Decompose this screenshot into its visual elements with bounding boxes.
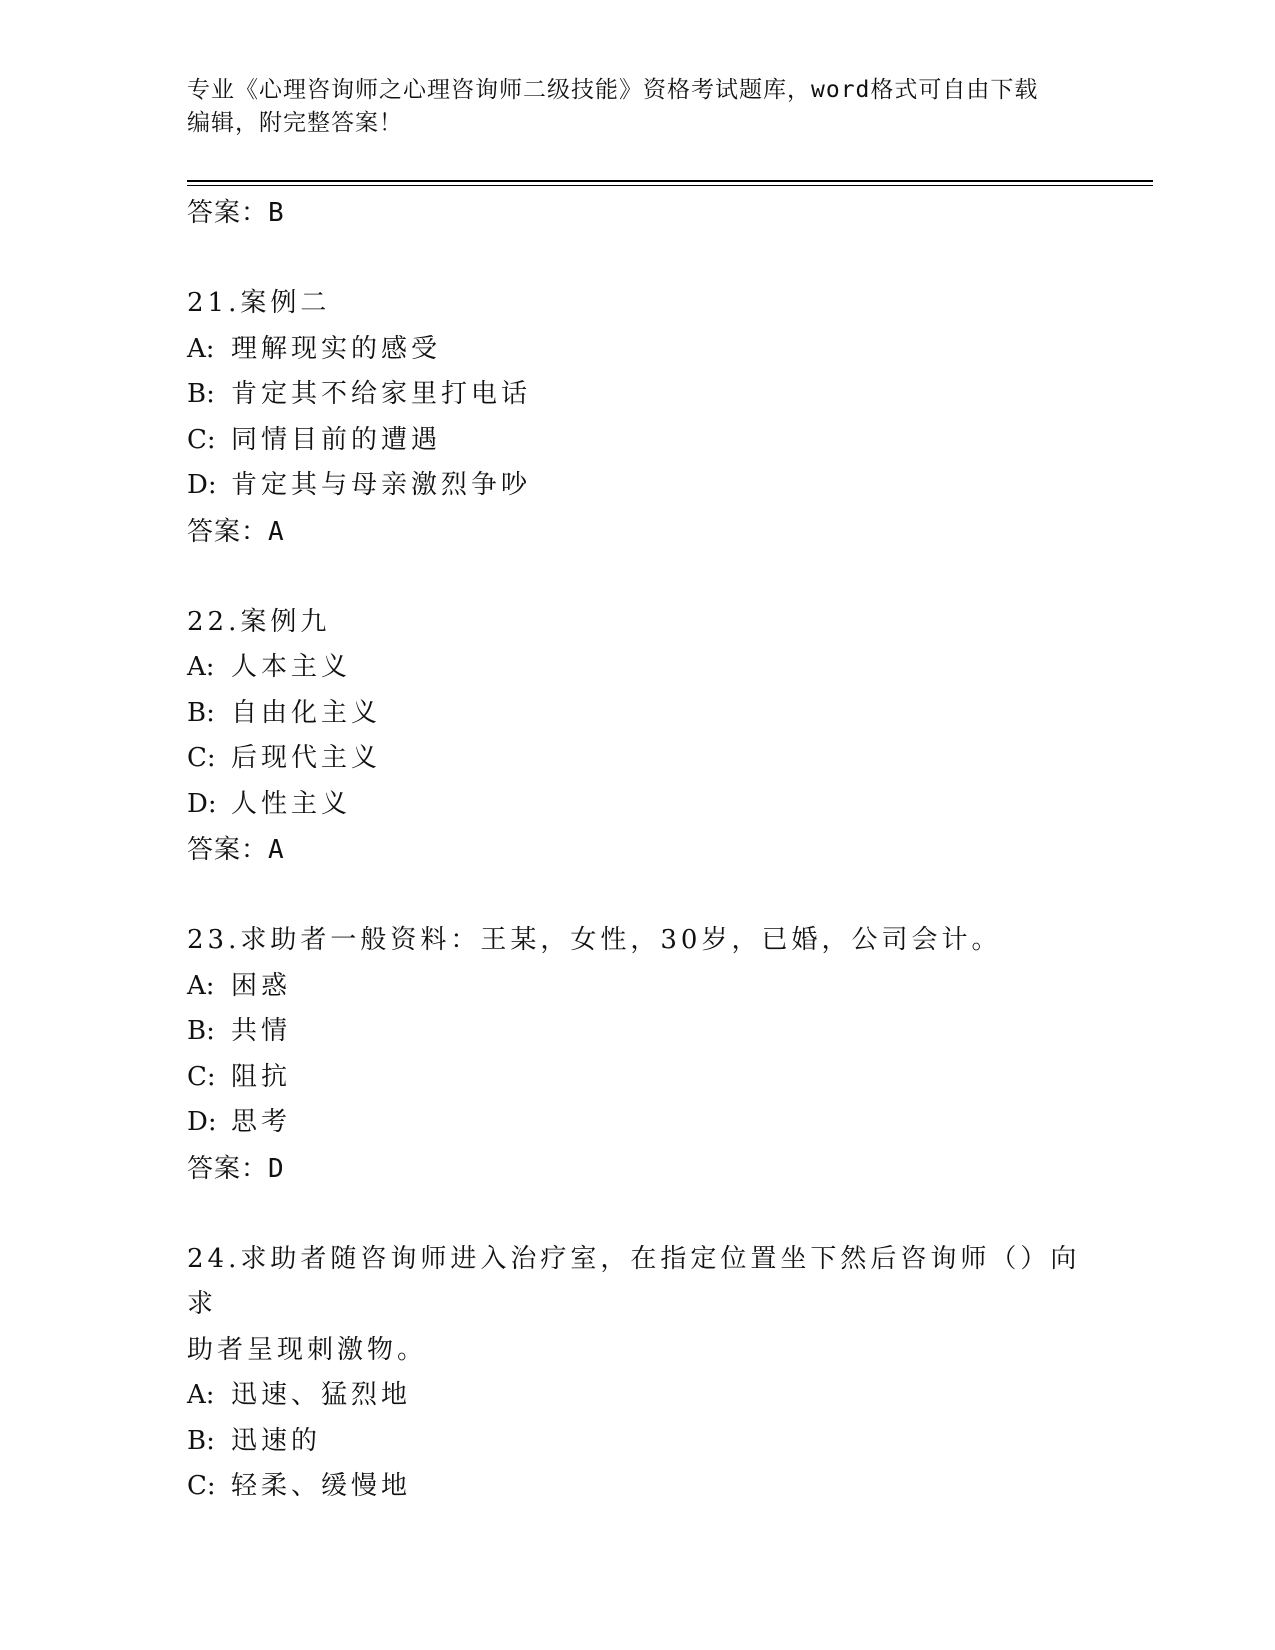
- option-text: 共情: [231, 1016, 292, 1046]
- option-text: 人本主义: [231, 652, 352, 682]
- header-divider-thick: [187, 180, 1153, 182]
- option-text: 理解现实的感受: [231, 333, 442, 364]
- question-list: [187, 190, 1087, 1510]
- option-key: D:: [187, 470, 217, 500]
- question-23: [187, 918, 1087, 1192]
- answer-label: 答案：: [187, 516, 269, 547]
- spacer: [187, 873, 1087, 918]
- option-text: 思考: [231, 1107, 292, 1137]
- spacer: [187, 236, 1087, 281]
- question-text: [187, 918, 1087, 964]
- answer-label: 答案：: [187, 835, 269, 865]
- option-key: D:: [187, 788, 217, 819]
- option-a: [187, 1373, 1087, 1419]
- option-a: [187, 645, 1087, 691]
- option-key: C:: [187, 424, 216, 455]
- option-d: [187, 463, 1087, 509]
- question-text: [187, 600, 1087, 646]
- option-key: B:: [187, 697, 215, 728]
- header-line-1: 专业《心理咨询师之心理咨询师二级技能》资格考试题库，word格式可自由下载: [187, 77, 1039, 103]
- option-b: [187, 1419, 1087, 1465]
- answer-line: [187, 509, 1087, 555]
- option-d: [187, 1100, 1087, 1146]
- option-b: [187, 1009, 1087, 1055]
- option-key: A:: [187, 652, 215, 682]
- answer-line: [187, 827, 1087, 873]
- question-text: [187, 281, 1087, 327]
- option-key: C:: [187, 1061, 216, 1092]
- option-text: 人性主义: [231, 788, 352, 819]
- option-d: [187, 782, 1087, 828]
- answer-line: [187, 1146, 1087, 1192]
- question-22: [187, 600, 1087, 874]
- option-key: C:: [187, 1471, 216, 1501]
- question-number: 23.: [187, 925, 241, 955]
- question-24: [187, 1237, 1087, 1510]
- option-key: B:: [187, 379, 215, 409]
- answer-label: 答案：: [187, 198, 269, 228]
- option-text: 肯定其与母亲激烈争吵: [231, 470, 532, 500]
- option-key: B:: [187, 1016, 215, 1046]
- option-key: D:: [187, 1107, 217, 1137]
- option-text: 迅速、猛烈地: [231, 1380, 412, 1410]
- header-line-2: 编辑，附完整答案！: [187, 110, 403, 136]
- option-b: [187, 691, 1087, 737]
- question-number: 24.: [187, 1243, 241, 1274]
- option-text: 自由化主义: [231, 697, 382, 728]
- option-key: A:: [187, 1380, 215, 1410]
- option-key: A:: [187, 333, 215, 364]
- spacer: [187, 1192, 1087, 1237]
- question-stem: 案例九: [240, 606, 331, 637]
- option-b: [187, 372, 1087, 418]
- question-21: [187, 281, 1087, 555]
- question-text: [187, 1237, 1087, 1328]
- option-c: [187, 1464, 1087, 1510]
- option-text: 后现代主义: [231, 743, 382, 773]
- option-a: [187, 964, 1087, 1010]
- option-text: 同情目前的遭遇: [231, 424, 442, 455]
- option-text: 肯定其不给家里打电话: [231, 379, 532, 409]
- answer-value: A: [268, 516, 285, 547]
- option-text: 轻柔、缓慢地: [231, 1471, 412, 1501]
- question-stem: 求助者一般资料：王某，女性，30岁，已婚，公司会计。: [240, 925, 1002, 955]
- question-number: 21.: [187, 288, 241, 318]
- question-text-continued: 助者呈现刺激物。: [187, 1334, 428, 1365]
- document-header: [187, 74, 1087, 140]
- answer-value: D: [268, 1153, 285, 1184]
- option-key: C:: [187, 743, 216, 773]
- question-stem: 求助者随咨询师进入治疗室，在指定位置坐下然后咨询师（）向求: [187, 1243, 1081, 1319]
- option-key: B:: [187, 1425, 215, 1456]
- option-text: 困惑: [231, 970, 292, 1001]
- option-text: 阻抗: [231, 1061, 292, 1092]
- option-text: 迅速的: [231, 1425, 322, 1456]
- option-key: A:: [187, 970, 215, 1001]
- question-number: 22.: [187, 606, 241, 637]
- option-c: [187, 736, 1087, 782]
- question-stem: 案例二: [240, 288, 331, 318]
- answer-value: A: [268, 835, 285, 865]
- option-c: [187, 418, 1087, 464]
- answer-value: B: [268, 198, 285, 228]
- answer-label: 答案：: [187, 1153, 269, 1184]
- option-c: [187, 1055, 1087, 1101]
- option-a: [187, 327, 1087, 373]
- spacer: [187, 555, 1087, 600]
- answer-line: [187, 190, 1087, 236]
- header-divider-thin: [187, 185, 1153, 186]
